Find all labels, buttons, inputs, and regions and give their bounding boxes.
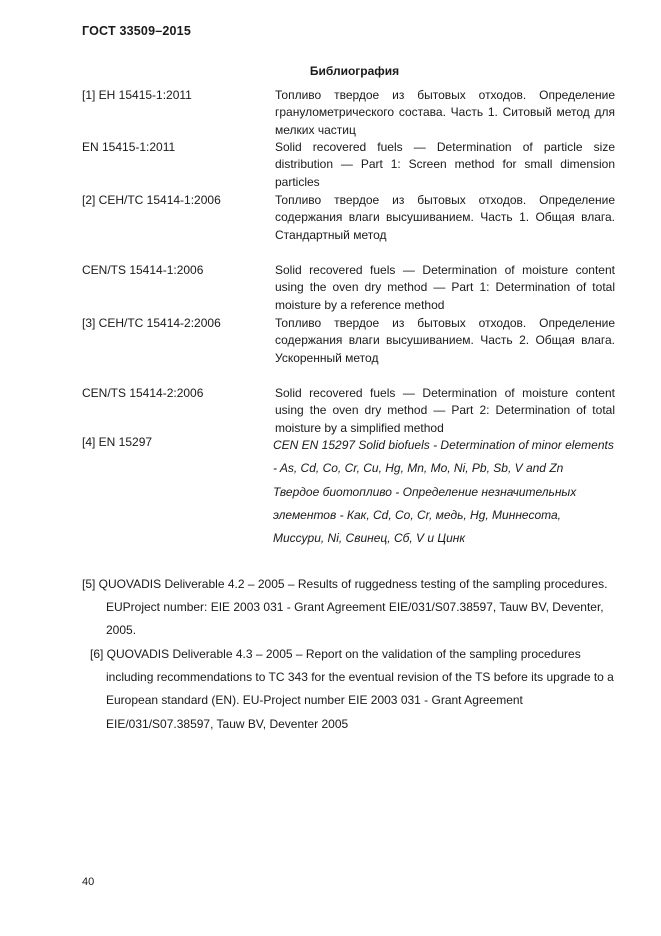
bibliography-entry-4 (82, 434, 615, 550)
entry-description (273, 434, 615, 550)
entry-description: Solid recovered fuels — Determination of moisture content using the oven dry method — Part 1: Determination of total moisture by a reference method (275, 263, 615, 312)
document-header: ГОСТ 33509–2015 (82, 24, 191, 38)
bibliography-entry-2-en (82, 262, 615, 314)
entry-code: CEN/TS 15414-1:2006 (82, 263, 204, 277)
entry-code: EN 15415-1:2011 (82, 140, 176, 154)
reference-6 (90, 643, 615, 736)
page-number: 40 (82, 876, 95, 888)
reference-text: [6] QUOVADIS Deliverable 4.3 – 2005 – Report on the validation of the sampling procedures including recommendations to TC 343 for the eventual revision of the TS before its upgrade to a European standard (EN). EU-Project number EIE 2003 031 - Grant Agreement EIE/031/S07.38597, Tauw BV, Deventer 2005 (90, 647, 614, 731)
reference-text: [5] QUOVADIS Deliverable 4.2 – 2005 – Results of ruggedness testing of the sampling procedures. EUProject number: EIE 2003 031 - Grant Agreement EIE/031/S07.38597, Tauw BV, Deventer, 2005. (82, 577, 608, 638)
bibliography-title: Библиография (309, 64, 400, 78)
entry-code: [1] ЕН 15415-1:2011 (82, 88, 192, 102)
entry-description-en: CEN EN 15297 Solid biofuels - Determination of minor elements - As, Cd, Co, Cr, Cu, Hg, Mn, Mo, Ni, Pb, Sb, V and Zn (273, 438, 614, 476)
bibliography-entry-3-en (82, 385, 615, 437)
entry-code: [3] СЕН/ТС 15414-2:2006 (82, 316, 221, 330)
entry-description: Топливо твердое из бытовых отходов. Определение содержания влаги высушиванием. Часть 2. Общая влага. Ускоренный метод (275, 316, 615, 365)
entry-description: Топливо твердое из бытовых отходов. Определение содержания влаги высушиванием. Часть 1. Общая влага. Стандартный метод (275, 193, 615, 242)
entry-description: Solid recovered fuels — Determination of particle size distribution — Part 1: Screen method for small dimension particles (275, 140, 615, 189)
entry-code: [2] СЕН/ТС 15414-1:2006 (82, 193, 221, 207)
bibliography-entry-1-ru (82, 87, 615, 139)
entry-code: CEN/TS 15414-2:2006 (82, 386, 204, 400)
entry-description: Solid recovered fuels — Determination of moisture content using the oven dry method — Part 2: Determination of total moisture by a simplified method (275, 386, 615, 435)
entry-description-ru: Твердое биотопливо - Определение незначительных элементов - Как, Cd, Co, Cr, медь, Hg, Миннесота, Миссури, Ni, Свинец, Сб, V и Цинк (273, 484, 577, 546)
entry-description: Топливо твердое из бытовых отходов. Определение гранулометрического состава. Часть 1. Ситовый метод для мелких частиц (275, 88, 615, 137)
entry-code: [4] EN 15297 (82, 435, 153, 449)
bibliography-entry-2-ru (82, 192, 615, 244)
bibliography-entry-3-ru (82, 315, 615, 367)
bibliography-entry-1-en (82, 139, 615, 191)
reference-5 (82, 573, 615, 643)
